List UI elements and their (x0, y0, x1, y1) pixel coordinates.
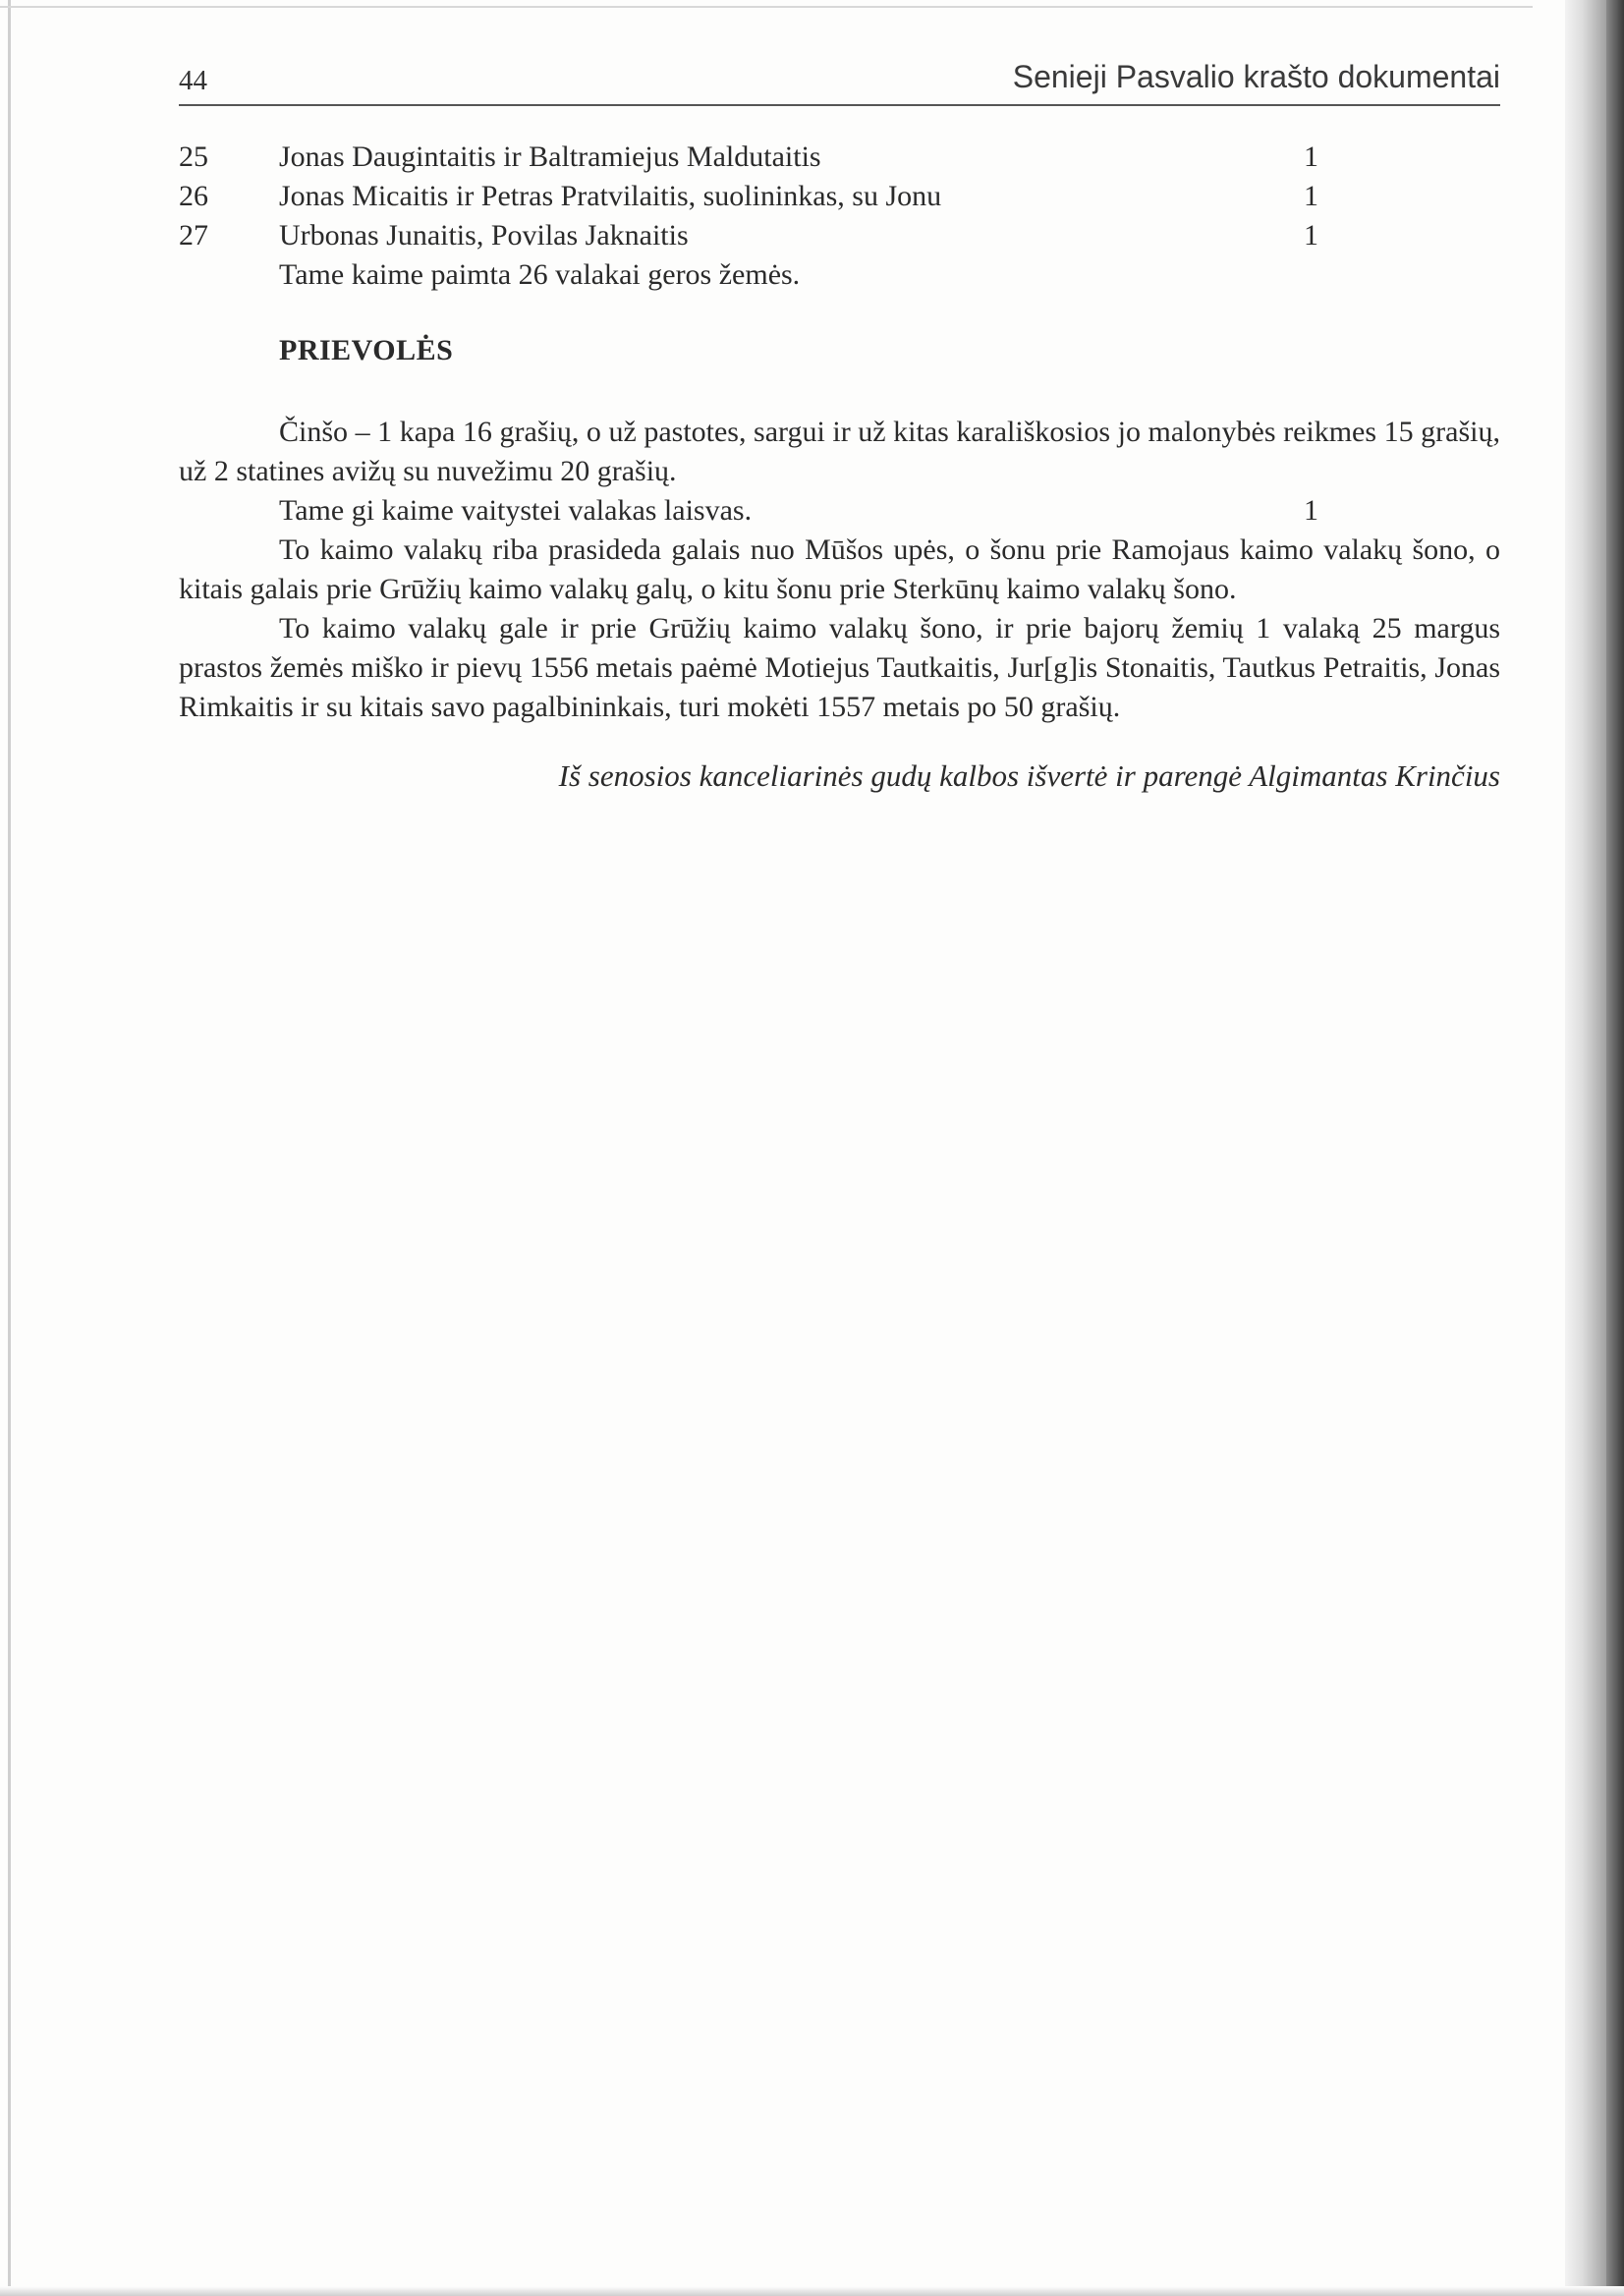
paragraph-census-tax: Činšo – 1 kapa 16 grašių, o už pastotes, sargui ir už kitas karališkosios jo malonybės reikmes 15 grašių, už 2 statines avižų su nuvežimu 20 grašių. (179, 416, 1500, 487)
row-text: Jonas Micaitis ir Petras Pratvilaitis, suolininkas, su Jonu (279, 180, 942, 212)
list-summary: Tame kaime paimta 26 valakai geros žemės. (279, 258, 801, 291)
page-number: 44 (179, 65, 207, 96)
row-count: 1 (1304, 140, 1318, 173)
holder-list (179, 138, 1318, 295)
running-title: Senieji Pasvalio krašto dokumentai (1012, 59, 1500, 94)
row-text: Jonas Daugintaitis ir Baltramiejus Maldutaitis (279, 140, 821, 173)
bottom-shadow (0, 2286, 1624, 2296)
row-count: 1 (1304, 180, 1318, 212)
row-number: 25 (179, 140, 208, 173)
paragraph-land-taken: To kaimo valakų gale ir prie Grūžių kaimo valakų šono, ir prie bajorų žemių 1 valaką 25 margus prastos žemės miško ir pievų 1556 metais paėmė Motiejus Tautkaitis, Jur[g]is Stonaitis, Tautkus Petraitis, Jonas Rimkaitis ir su kitais savo pagalbininkais, turi mokėti 1557 metais po 50 grašių. (179, 612, 1500, 723)
page-header (179, 59, 1500, 102)
section-heading: PRIEVOLĖS (279, 334, 454, 366)
header-rule (179, 104, 1500, 106)
row-count: 1 (1304, 219, 1318, 252)
paragraph-text: Tame gi kaime vaitystei valakas laisvas. (279, 494, 753, 527)
scan-frame-line (8, 0, 11, 2296)
row-number: 26 (179, 180, 208, 212)
binding-edge (1606, 0, 1624, 2296)
scan-top-line (0, 6, 1533, 8)
list-item (179, 216, 1318, 255)
row-count: 1 (1304, 494, 1318, 527)
list-item (179, 177, 1318, 216)
paragraph-boundaries: To kaimo valakų riba prasideda galais nuo Mūšos upės, o šonu prie Ramojaus kaimo valakų šono, o kitais galais prie Grūžių kaimo valakų galų, o kitu šonu prie Sterkūnų kaimo valakų šono. (179, 533, 1500, 605)
list-item (179, 138, 1318, 177)
row-number: 27 (179, 219, 208, 252)
row-text: Urbonas Junaitis, Povilas Jaknaitis (279, 219, 689, 252)
paragraph-free-valakas (179, 491, 1500, 531)
body-text (179, 413, 1500, 727)
translator-credit: Iš senosios kanceliarinės gudų kalbos išvertė ir parengė Algimantas Krinčius (558, 758, 1500, 793)
